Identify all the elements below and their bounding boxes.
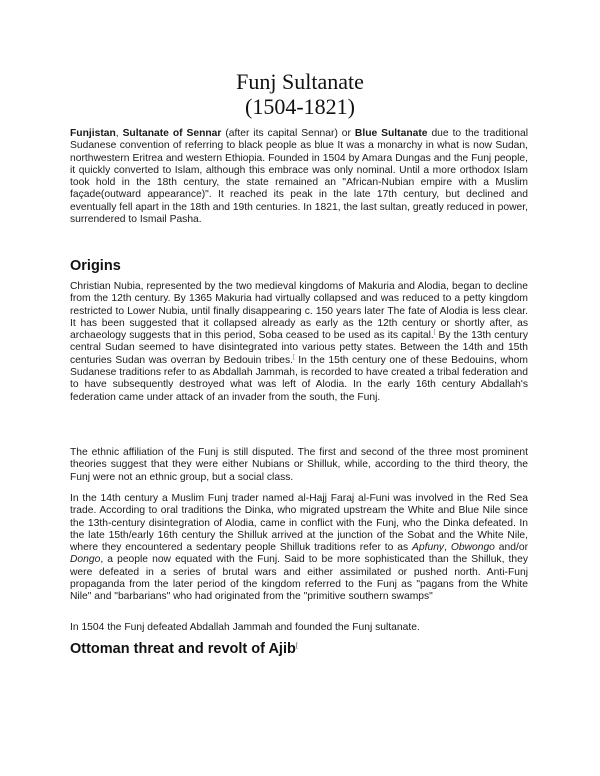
origins-paragraph-4: In 1504 the Funj defeated Abdallah Jammah and founded the Funj sultanate.	[70, 622, 420, 633]
citation-link[interactable]: [	[293, 354, 295, 361]
origins-paragraph-1	[70, 281, 528, 404]
paragraph-text: , a people now equated with the Funj. Said to be more sophisticated than the Shilluk, they were defeated in a series of brutal wars and either assimilated or pushed north. Anti-Funj propaganda from the later period of the kingdom referred to the Funj as "pagans from the White Nile" and "barbarians" who had originated from the "primitive southern swamps"	[70, 554, 528, 603]
origins-paragraph-3	[70, 493, 528, 604]
intro-text-part: (after its capital Sennar) or	[221, 128, 355, 139]
section-heading-ottoman	[70, 641, 298, 657]
term-sultanate-of-sennar: Sultanate of Sennar	[122, 128, 222, 139]
paragraph-text: By the 13th century central Sudan seemed to have disintegrated into various petty states. Between the 14th and 15th centuries Sudan was overran by Bedouin tribes.	[70, 330, 528, 366]
section-heading-ottoman-text: Ottoman threat and revolt of Ajib	[70, 641, 296, 657]
paragraph-text: In the 15th century one of these Bedouins, whom Sudanese traditions refer to as Abdallah Jammah, is recorded to have created a tribal federation and to have subsequently destroyed what was left of Alodia. In the early 16th century Abdallah's federation came under attack of an invader from the south, the Funj.	[70, 354, 528, 403]
paragraph-text: Christian Nubia, represented by the two medieval kingdoms of Makuria and Alodia, began to decline from the 12th century. By 1365 Makuria had virtually collapsed and was reduced to a petty kingdom restricted to Lower Nubia, until finally disappearing c. 150 years later The fate of Alodia is less clear. It has been suggested that it collapsed already as early as the 12th century or shortly after, as archaeology suggests that in this period, Soba ceased to be used as its capital.	[70, 281, 528, 342]
paragraph-text: ,	[444, 542, 451, 554]
intro-paragraph	[70, 128, 528, 226]
term-funjistan: Funjistan	[70, 128, 116, 139]
term-dongo: Dongo	[70, 554, 101, 566]
intro-text-sep: ,	[115, 128, 123, 139]
term-blue-sultanate: Blue Sultanate	[354, 128, 428, 139]
citation-link[interactable]: [	[295, 643, 298, 650]
section-heading-origins: Origins	[70, 258, 121, 274]
paragraph-text: In the 14th century a Muslim Funj trader named al-Hajj Faraj al-Funi was involved in the Red Sea trade. According to oral traditions the Dinka, who migrated upstream the White and Blue Nile since the 13th-century disintegration of Alodia, came in conflict with the Funj, who the Dinka defeated. In the late 15th/early 16th century the Shilluk arrived at the junction of the Sobat and the White Nile, where they encountered a sedentary people Shilluk traditions refer to as	[70, 493, 528, 554]
page-title-dates: (1504-1821)	[245, 94, 355, 119]
page-title: Funj Sultanate	[236, 69, 364, 94]
origins-paragraph-2: The ethnic affiliation of the Funj is still disputed. The first and second of the three most prominent theories suggest that they were either Nubians or Shilluk, while, according to the third theory, the Funj were not an ethnic group, but a social class.	[70, 447, 528, 483]
paragraph-text: and/or	[494, 542, 528, 554]
citation-link[interactable]: [	[433, 329, 436, 336]
intro-text-rest: due to the traditional Sudanese convention of referring to black people as blue It was a monarchy in what is now Sudan, northwestern Eritrea and western Ethiopia. Founded in 1504 by Amara Dungas and the Funj people, it quickly converted to Islam, although this embrace was only nominal. Until a more orthodox Islam took hold in the 18th century, the state remained an "African-Nubian empire with a Muslim façade(outward appearance)". It reached its peak in the late 17th century, but declined and eventually fell apart in the 18th and 19th centuries. In 1821, the last sultan, greatly reduced in power, surrendered to Ismail Pasha.	[70, 128, 528, 226]
term-apfuny: Apfuny	[412, 542, 445, 554]
term-obwongo: Obwongo	[450, 542, 495, 554]
